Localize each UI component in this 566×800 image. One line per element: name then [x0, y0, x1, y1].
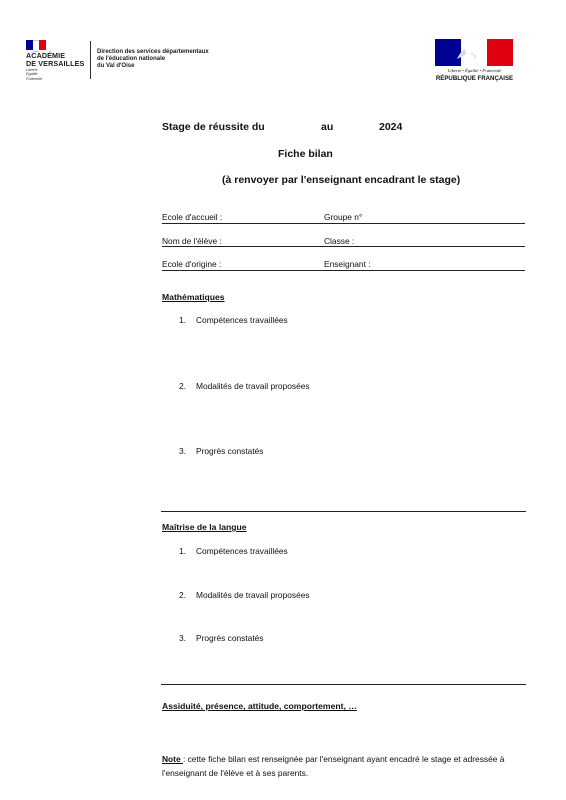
republic-name: RÉPUBLIQUE FRANÇAISE — [435, 75, 514, 82]
section-title-behavior: Assiduité, présence, attitude, comportement, … — [162, 701, 357, 711]
marianne-logo — [435, 39, 513, 66]
list-item-number: 3. — [179, 633, 186, 643]
field-line — [162, 246, 525, 247]
academy-flag-logo — [26, 40, 46, 50]
academy-motto: Liberté Égalité Fraternité — [26, 68, 43, 81]
field-class-label: Classe : — [324, 236, 355, 246]
document-title: Fiche bilan — [278, 148, 333, 160]
field-line — [162, 223, 525, 224]
marianne-profile-icon — [435, 39, 513, 66]
field-teacher-label: Enseignant : — [324, 259, 371, 269]
field-student-name-label: Nom de l'élève : — [162, 236, 222, 246]
field-group-label: Groupe n° — [324, 212, 363, 222]
list-item-text: Modalités de travail proposées — [196, 381, 310, 391]
field-line — [162, 270, 525, 271]
footer-note — [162, 752, 532, 780]
field-host-school-label: Ecole d'accueil : — [162, 212, 223, 222]
section-divider — [161, 684, 526, 685]
document-instruction: (à renvoyer par l'enseignant encadrant le stage) — [222, 174, 461, 186]
section-title-math: Mathématiques — [162, 292, 225, 302]
note-label: Note — [162, 754, 183, 764]
list-item-number: 1. — [179, 315, 186, 325]
academy-name: ACADÉMIE DE VERSAILLES — [26, 51, 85, 68]
republic-motto: Liberté • Égalité • Fraternité — [447, 68, 502, 73]
list-item-number: 3. — [179, 446, 186, 456]
department-name: Direction des services départementaux de l'éducation nationale du Val d'Oise — [97, 49, 209, 69]
list-item-text: Compétences travaillées — [196, 546, 288, 556]
section-title-language: Maîtrise de la langue — [162, 522, 247, 532]
list-item-text: Modalités de travail proposées — [196, 590, 310, 600]
list-item-number: 1. — [179, 546, 186, 556]
list-item-text: Progrès constatés — [196, 633, 264, 643]
list-item-text: Progrès constatés — [196, 446, 264, 456]
list-item-text: Compétences travaillées — [196, 315, 288, 325]
stage-prefix: Stage de réussite du — [162, 121, 265, 133]
section-divider — [161, 511, 526, 512]
stage-year: 2024 — [379, 121, 403, 133]
field-origin-school-label: Ecole d'origine : — [162, 259, 222, 269]
stage-middle: au — [321, 121, 334, 133]
logo-separator — [90, 41, 91, 79]
list-item-number: 2. — [179, 381, 186, 391]
list-item-number: 2. — [179, 590, 186, 600]
note-text: : cette fiche bilan est renseignée par l'enseignant ayant encadré le stage et adressée à l'enseignant de l'élève et à ses parents. — [162, 754, 505, 778]
